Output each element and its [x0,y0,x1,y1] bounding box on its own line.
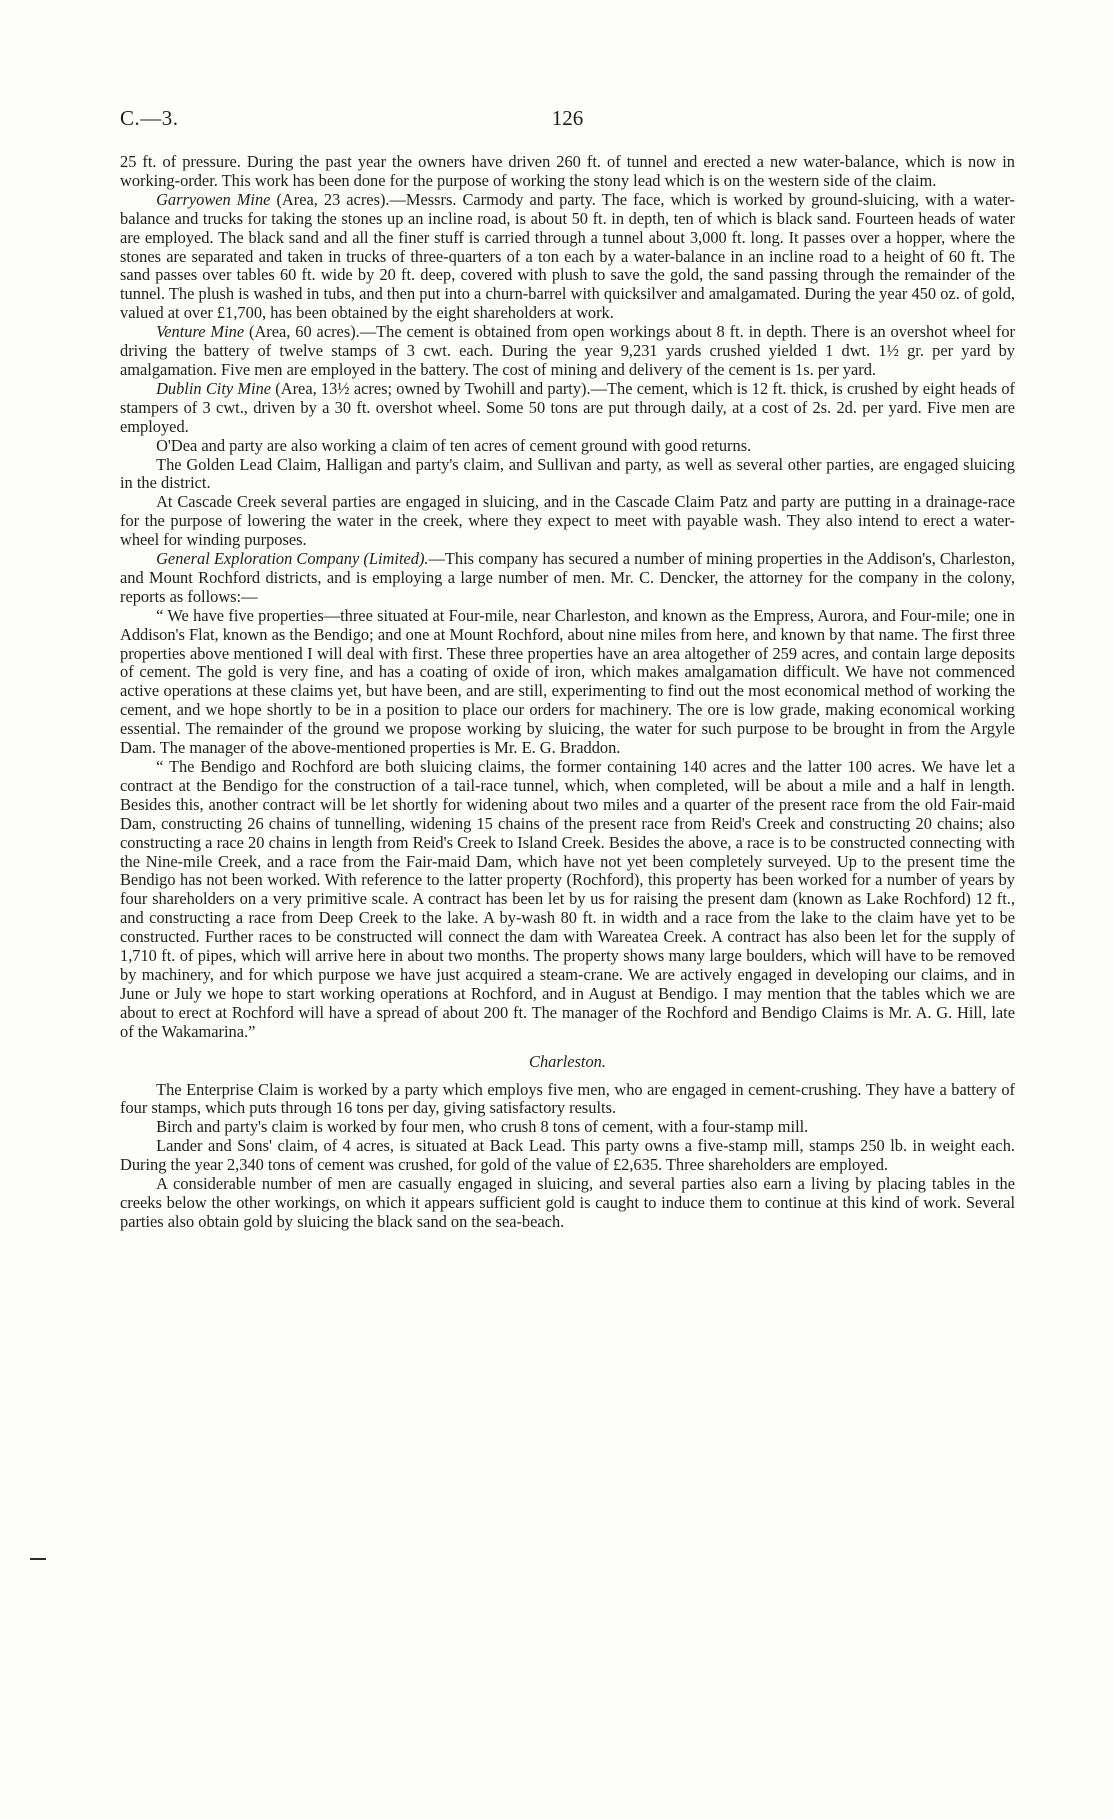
section-heading: Charleston. [529,1051,606,1071]
paragraph-text: —This company has secured a number of mining properties in the Addison's, Charleston, and Mount Rochford districts, and is employing a large number of men. Mr. C. Dencker, the attorney for the company in the colony, reports as follows:— [120,549,1016,606]
paragraph [120,380,1015,437]
quoted-paragraph [120,758,1015,1042]
page-header [120,106,1015,136]
paragraph [120,437,1015,456]
page-number: 126 [551,106,584,130]
paragraph-text: “ The Bendigo and Rochford are both sluicing claims, the former containing 140 acres and the latter 100 acres. We have let a contract at the Bendigo for the construction of a tail-race tunnel, which, when completed, will be about a mile and a half in length. Besides this, another contract will be let shortly for widening about two miles and a quarter of the present race from the old Fair-maid Dam, constructing 26 chains of tunnelling, widening 15 chains of the present race from Reid's Creek and constructing 20 chains; also constructing a race 20 chains in length from Reid's Creek to Island Creek. Besides the above, a race is to be constructed connecting with the Nine-mile Creek, and a race from the Fair-maid Dam, which have not yet been completely surveyed. Up to the present time the Bendigo has not been worked. With reference to the latter property (Rochford), this property has been worked for a number of years by four shareholders on a very primitive scale. A contract has been let by us for raising the present dam (known as Lake Rochford) 12 ft., and constructing a race from Deep Creek to the lake. A by-wash 80 ft. in width and a race from the lake to the claim have yet to be constructed. Further races to be constructed will connect the dam with Wareatea Creek. A contract has also been let for the supply of 1,710 ft. of pipes, which will arrive here in about two months. The property shows many large boulders, which will have to be removed by machinery, and for which purpose we have just acquired a steam-crane. We are actively engaged in developing our claims, and in June or July we hope to start working operations at Rochford, and in August at Bendigo. I may mention that the tables which we are about to erect at Rochford will have a spread of about 200 ft. The manager of the Rochford and Bendigo Claims is Mr. A. G. Hill, late of the Wakamarina.” [120,757,1015,1041]
paragraph [120,1175,1015,1232]
paragraph [120,1137,1015,1175]
paragraph [120,153,1015,191]
paragraph [120,1081,1015,1119]
document-reference: C.—3. [120,106,179,130]
paragraph-text: At Cascade Creek several parties are engaged in sluicing, and in the Cascade Claim Patz and party are putting in a drainage-race for the purpose of lowering the water in the creek, where they expect to meet with payable wash. They also intend to erect a water-wheel for winding purposes. [120,492,1015,550]
margin-mark [30,1558,46,1560]
paragraph-text: The Enterprise Claim is worked by a party which employs five men, who are engaged in cement-crushing. They have a battery of four stamps, which puts through 16 tons per day, giving satisfactory results. [120,1079,1015,1118]
paragraph-text: “ We have five properties—three situated at Four-mile, near Charleston, and known as the Empress, Aurora, and Four-mile; one in Addison's Flat, known as the Bendigo; and one at Mount Rochford, about nine miles from here, and known by that name. The first three properties above mentioned I will deal with first. These three properties have an area altogether of 259 acres, and contain large deposits of cement. The gold is very fine, and has a coating of oxide of iron, which makes amalgamation difficult. We have not commenced active operations at these claims yet, but have been, and are still, experimenting to find out the most economical method of working the cement, and we hope shortly to be in a position to place our orders for machinery. The ore is low grade, making economical working essential. The remainder of the ground we propose working by sluicing, the water for such purpose to be brought in from the Argyle Dam. The manager of the above-mentioned properties is Mr. E. G. Braddon. [120,605,1015,758]
paragraph-text: (Area, 23 acres).—Messrs. Carmody and party. The face, which is worked by ground-sluicing, with a water-balance and trucks for taking the stones up an incline road, is about 50 ft. in depth, ten of which is black sand. Fourteen heads of water are employed. The black sand and all the finer stuff is carried through a tunnel about 3,000 ft. long. It passes over a hopper, where the stones are separated and taken in trucks of three-quarters of a ton each by a water-balance in an incline road to a height of 60 ft. The sand passes over tables 60 ft. wide by 20 ft. deep, covered with plush to save the gold, the sand passing through the remainder of the tunnel. The plush is washed in tubs, and then put into a churn-barrel with quicksilver and amalgamated. During the year 450 oz. of gold, valued at over £1,700, has been obtained by the eight shareholders at work. [120,189,1015,323]
mine-name: Venture Mine [156,322,245,342]
paragraph-text: (Area, 13½ acres; owned by Twohill and party).—The cement, which is 12 ft. thick, is crushed by eight heads of stampers of 3 cwt., driven by a 30 ft. overshot wheel. Some 50 tons are put through daily, at a cost of 2s. 2d. per yard. Five men are employed. [120,378,1016,436]
paragraph-text: A considerable number of men are casually engaged in sluicing, and several parties also earn a living by placing tables in the creeks below the other workings, on which it appears sufficient gold is caught to induce them to continue at this kind of work. Several parties also obtain gold by sluicing the black sand on the sea-beach. [120,1174,1015,1231]
paragraph-text: Lander and Sons' claim, of 4 acres, is situated at Back Lead. This party owns a five-stamp mill, stamps 250 lb. in weight each. During the year 2,340 tons of cement was crushed, for gold of the value of £2,635. Three shareholders are employed. [120,1136,1015,1175]
paragraph [120,550,1015,607]
paragraph [120,456,1015,494]
company-name: General Exploration Company (Limited). [156,549,429,569]
paragraph [120,323,1015,380]
paragraph-text: (Area, 60 acres).—The cement is obtained from open workings about 8 ft. in depth. There is an overshot wheel for driving the battery of twelve stamps of 3 cwt. each. During the year 9,231 yards crushed yielded 1 dwt. 1½ gr. per yard by amalgamation. Five men are employed in the battery. The cost of mining and delivery of the cement is 1s. per yard. [120,322,1016,379]
mine-name: Dublin City Mine [156,378,272,398]
paragraph-text: 25 ft. of pressure. During the past year the owners have driven 260 ft. of tunnel and erected a new water-balance, which is now in working-order. This work has been done for the purpose of working the stony lead which is on the western side of the claim. [120,152,1015,190]
report-body [120,153,1015,1232]
paragraph-text: O'Dea and party are also working a claim of ten acres of cement ground with good returns. [156,435,752,455]
paragraph [120,493,1015,550]
paragraph-text: Birch and party's claim is worked by four men, who crush 8 tons of cement, with a four-stamp mill. [156,1117,809,1137]
paragraph-text: The Golden Lead Claim, Halligan and party's claim, and Sullivan and party, as well as several other parties, are engaged sluicing in the district. [120,454,1015,493]
paragraph [120,1118,1015,1137]
mine-name: Garryowen Mine [156,189,271,209]
quoted-paragraph [120,607,1015,758]
paragraph [120,191,1015,323]
